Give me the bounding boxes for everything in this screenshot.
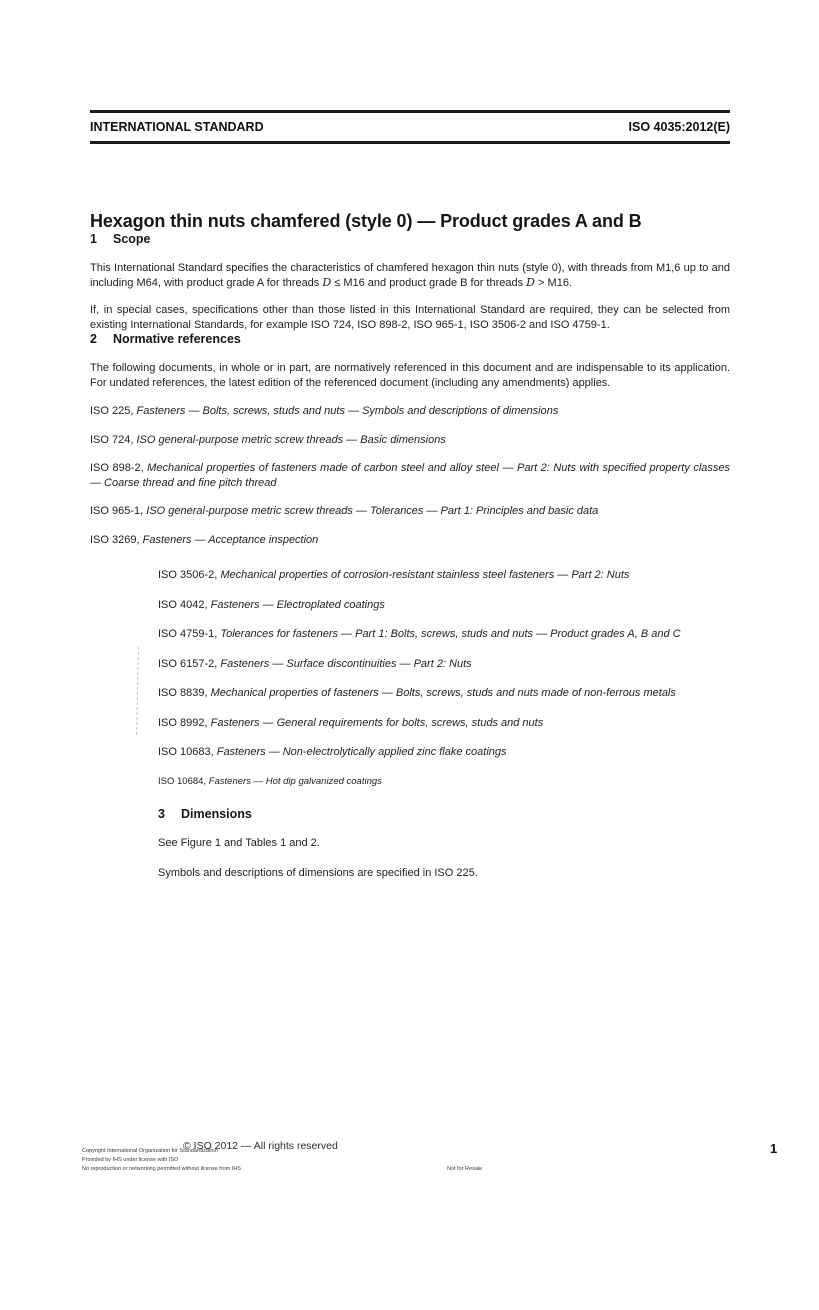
reference-code: ISO 4759-1, (158, 628, 218, 640)
header-standard-number: ISO 4035:2012(E) (628, 120, 730, 134)
not-for-resale-note: Not for Resale (447, 1166, 483, 1172)
reference-title: Fasteners — General requirements for bolts, screws, studs and nuts (210, 716, 544, 729)
reference-code: ISO 965-1, (90, 505, 144, 517)
page-header (90, 113, 730, 141)
reference-code: ISO 10683, (158, 746, 214, 758)
reference-code: ISO 898-2, (90, 462, 144, 474)
page-number: 1 (770, 1141, 778, 1156)
normative-references-intro: The following documents, in whole or in part, are normatively referenced in this document and are indispensable to its application. For undated references, the latest edition of the referenced document (including any amendments) applies. (90, 362, 730, 389)
reference-item (158, 657, 770, 672)
reference-title: Fasteners — Non-electrolytically applied zinc flake coatings (216, 746, 507, 758)
scope-paragraph-2: If, in special cases, specifications other than those listed in this International Standard are required, they can be selected from existing International Standards, for example ISO 724, ISO 898-2, ISO 965-1, ISO 3506-2 and ISO 4759-1. (90, 304, 730, 331)
reference-title: Fasteners — Hot dip galvanized coatings (208, 775, 382, 787)
reference-title: ISO general-purpose metric screw threads — Tolerances — Part 1: Principles and basic data (146, 505, 599, 517)
reference-item (158, 568, 770, 583)
section-2-number: 2 (90, 332, 97, 346)
header-rule-bottom (90, 141, 730, 144)
reference-code: ISO 6157-2, (158, 657, 218, 670)
dimensions-paragraph-2: Symbols and descriptions of dimensions are specified in ISO 225. (158, 866, 478, 879)
reference-item (158, 686, 770, 701)
reference-title: Fasteners — Surface discontinuities — Part 2: Nuts (220, 657, 472, 670)
ihs-line-3: No reproduction or networking permitted without license from IHS (82, 1166, 241, 1172)
reference-title: Fasteners — Bolts, screws, studs and nuts — Symbols and descriptions of dimensions (136, 405, 559, 417)
section-3-heading-text: Dimensions (181, 807, 252, 821)
reference-code: ISO 8839, (158, 687, 208, 699)
reference-title: Mechanical properties of fasteners made of carbon steel and alloy steel — Part 2: Nuts with specified property classes — Coarse thread and fine pitch thread (90, 462, 731, 489)
reference-title: Mechanical properties of corrosion-resistant stainless steel fasteners — Part 2: Nuts (220, 569, 630, 581)
reference-item (158, 745, 770, 760)
reference-code: ISO 3506-2, (158, 569, 218, 581)
reference-item (158, 775, 770, 790)
reference-item (90, 433, 730, 448)
section-1-number: 1 (90, 232, 97, 246)
document-title: Hexagon thin nuts chamfered (style 0) — Product grades A and B (90, 211, 642, 231)
reference-code: ISO 225, (90, 405, 134, 417)
reference-title: ISO general-purpose metric screw threads — Basic dimensions (136, 433, 446, 446)
reference-title: Fasteners — Electroplated coatings (210, 598, 385, 611)
reference-title: Tolerances for fasteners — Part 1: Bolts, screws, studs and nuts — Product grades A, B and C (220, 628, 681, 640)
reference-code: ISO 8992, (158, 716, 208, 729)
copyright-notice: © ISO 2012 — All rights reserved (183, 1140, 338, 1152)
reference-code: ISO 724, (90, 433, 134, 446)
ihs-line-2: Provided by IHS under license with ISO (82, 1157, 179, 1163)
reference-title: Fasteners — Acceptance inspection (142, 533, 319, 546)
dimensions-paragraph-1: See Figure 1 and Tables 1 and 2. (158, 837, 320, 849)
section-3-number: 3 (158, 807, 165, 821)
reference-item (158, 627, 770, 642)
reference-item (90, 404, 730, 419)
header-left-label: INTERNATIONAL STANDARD (90, 120, 264, 134)
indented-scan-block (158, 568, 770, 880)
reference-code: ISO 10684, (158, 775, 207, 787)
reference-item (158, 598, 770, 613)
reference-title: Mechanical properties of fasteners — Bolts, screws, studs and nuts made of non-ferrous metals (210, 687, 676, 699)
reference-item (90, 461, 730, 490)
ihs-license-note (82, 1147, 241, 1174)
reference-code: ISO 3269, (90, 533, 140, 546)
section-1-heading-text: Scope (113, 232, 151, 246)
section-3-heading (158, 807, 770, 821)
section-1-heading (90, 232, 730, 246)
section-2-heading-text: Normative references (113, 332, 241, 346)
reference-item (158, 716, 770, 731)
scope-paragraph-1: This International Standard specifies the characteristics of chamfered hexagon thin nuts (style 0), with threads from M1,6 up to and including M64, with product grade A for threads D ≤ M16 and product grade B for threads D > M16. (90, 262, 730, 289)
ihs-line-1: Copyright International Organization for Standardization (82, 1148, 218, 1154)
page-content (90, 110, 730, 880)
section-2-heading (90, 332, 730, 346)
reference-code: ISO 4042, (158, 598, 208, 611)
reference-item (90, 504, 730, 519)
reference-item (90, 533, 730, 548)
